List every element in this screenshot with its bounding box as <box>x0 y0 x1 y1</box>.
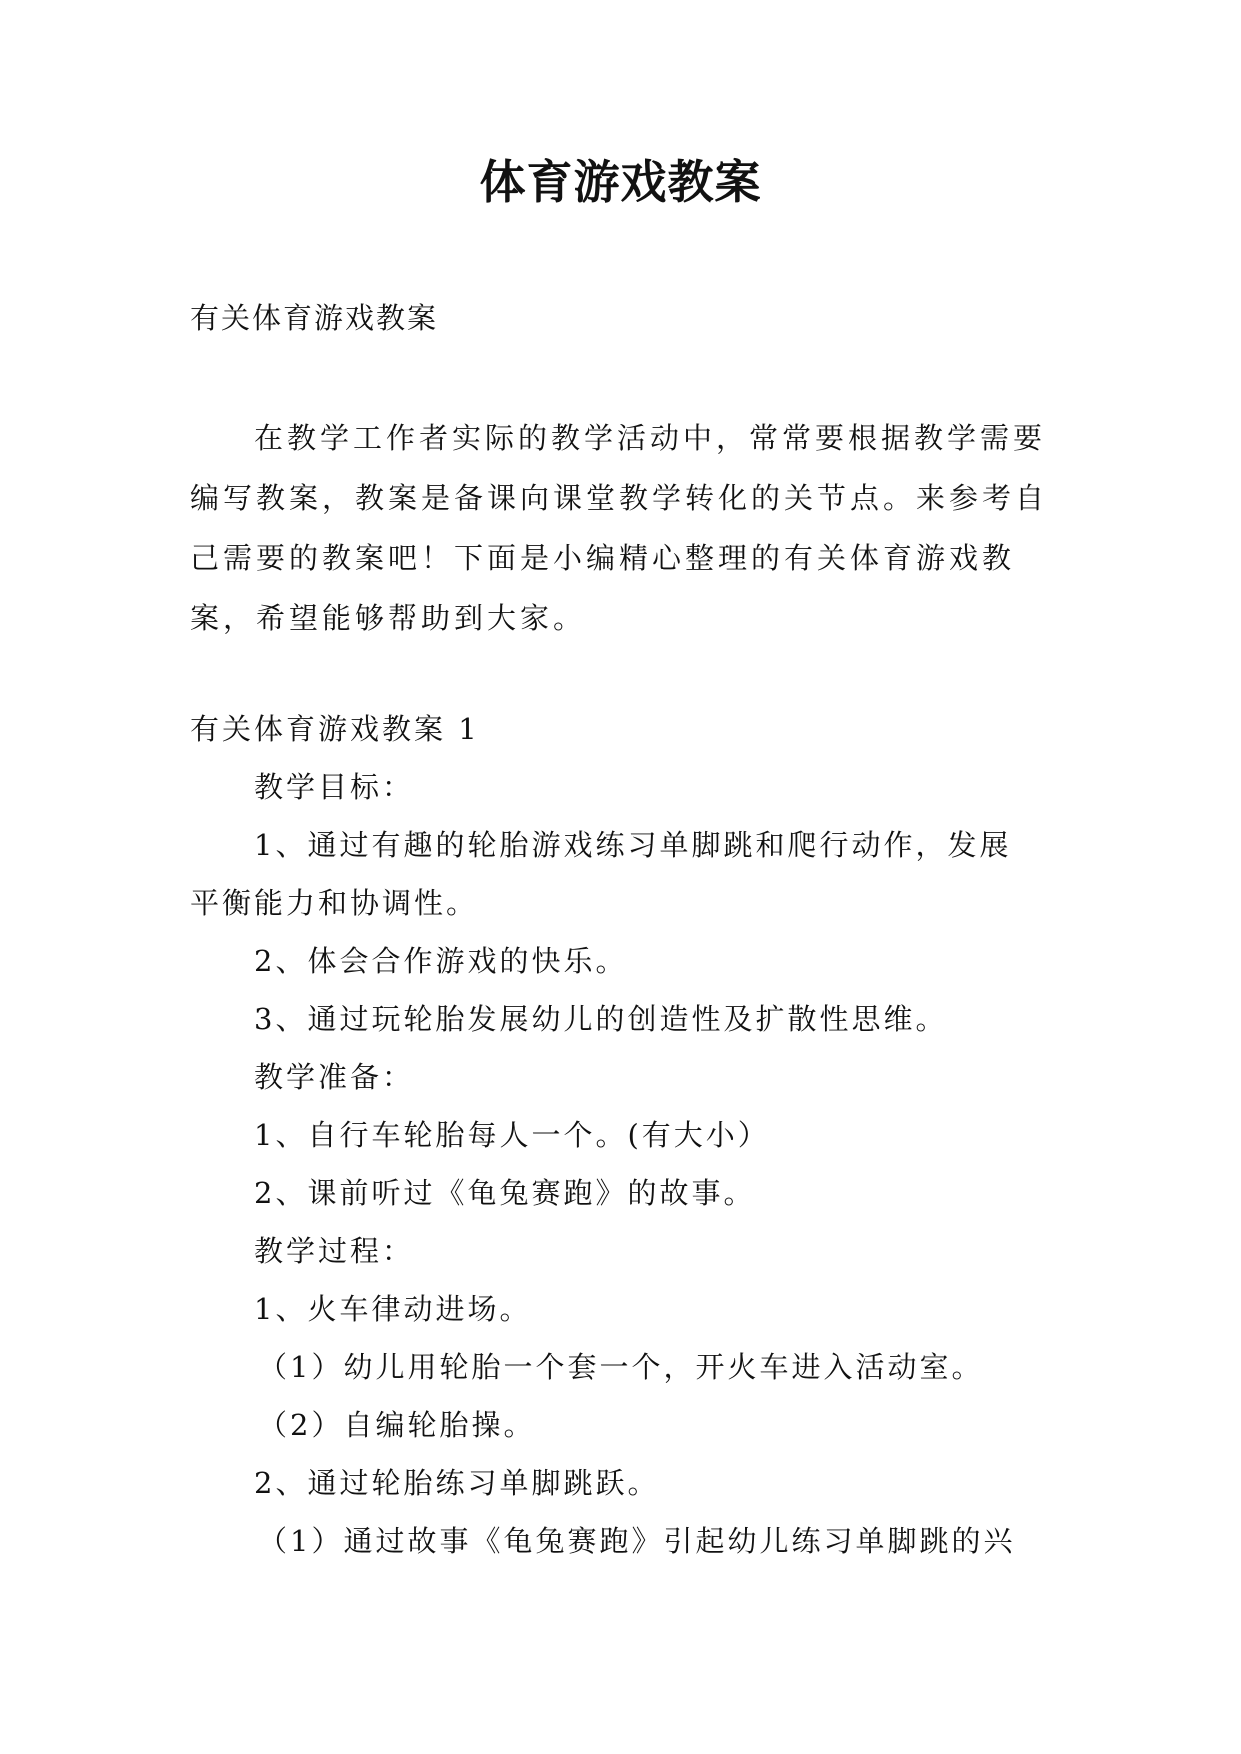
goal-2: 2、体会合作游戏的快乐。 <box>254 944 628 978</box>
step-1: 1、火车律动进场。 <box>254 1292 532 1326</box>
lesson-body <box>190 700 1060 1570</box>
goals-heading: 教学目标： <box>254 770 415 804</box>
step-2: 2、通过轮胎练习单脚跳跃。 <box>254 1466 660 1500</box>
prep-1: 1、自行车轮胎每人一个。(有大小） <box>254 1118 770 1152</box>
prep-2: 2、课前听过《龟兔赛跑》的故事。 <box>254 1176 756 1210</box>
process-heading: 教学过程： <box>254 1234 415 1268</box>
step-1-1: （1）幼儿用轮胎一个套一个，开火车进入活动室。 <box>258 1350 984 1384</box>
goal-1-line-1: 1、通过有趣的轮胎游戏练习单脚跳和爬行动作，发展 <box>254 828 1012 862</box>
document-subtitle: 有关体育游戏教案 <box>190 301 439 335</box>
step-2-1: （1）通过故事《龟兔赛跑》引起幼儿练习单脚跳的兴 <box>258 1524 1016 1558</box>
document-title: 体育游戏教案 <box>479 155 762 209</box>
prep-heading: 教学准备： <box>254 1060 415 1094</box>
intro-paragraph: 在教学工作者实际的教学活动中，常常要根据教学需要编写教案，教案是备课向课堂教学转化的关节点。来参考自己需要的教案吧！下面是小编精心整理的有关体育游戏教案，希望能够帮助到大家。 <box>190 421 1049 635</box>
goal-1-line-2: 平衡能力和协调性。 <box>190 886 479 920</box>
step-1-2: （2）自编轮胎操。 <box>258 1408 536 1442</box>
section-heading: 有关体育游戏教案 1 <box>190 712 480 746</box>
goal-3: 3、通过玩轮胎发展幼儿的创造性及扩散性思维。 <box>254 1002 948 1036</box>
